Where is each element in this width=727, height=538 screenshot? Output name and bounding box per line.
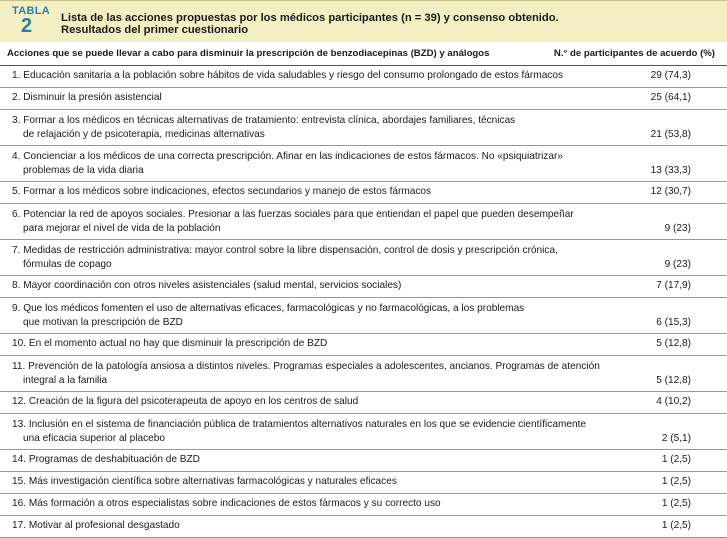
table-row <box>0 276 727 298</box>
row-text-line: 16. Más formación a otros especialistas sobre indicaciones de estos fármacos y su correcto uso <box>12 498 441 509</box>
row-action-text <box>12 114 587 142</box>
row-participants-value: 1 (2,5) <box>661 476 691 487</box>
row-participants-value: 9 (23) <box>664 223 691 234</box>
row-participants-value: 29 (74,3) <box>650 70 691 81</box>
column-headers <box>0 42 727 66</box>
row-action-text <box>12 279 587 293</box>
row-participants-value: 1 (2,5) <box>661 520 691 531</box>
row-text-line: 15. Más investigación científica sobre alternativas farmacológicas y naturales eficaces <box>12 476 397 487</box>
row-text-line: 10. En el momento actual no hay que disminuir la prescripción de BZD <box>12 338 328 349</box>
row-text-line: para mejorar el nivel de vida de la población <box>23 223 221 234</box>
row-action-text <box>12 244 587 272</box>
row-participants-value: 25 (64,1) <box>650 92 691 103</box>
row-text-line: 9. Que los médicos fomenten el uso de alternativas eficaces, farmacológicas y no farmacológicas, a los problemas <box>12 303 525 314</box>
table-row <box>0 146 727 182</box>
row-action-text <box>12 418 587 446</box>
row-participants-value: 4 (10,2) <box>656 396 691 407</box>
row-text-line: 6. Potenciar la red de apoyos sociales. Presionar a las fuerzas sociales para que entiendan el papel que pueden desempeñar <box>12 209 574 220</box>
row-action-text <box>12 475 587 489</box>
row-text-line: 2. Disminuir la presión asistencial <box>12 92 162 103</box>
row-action-text <box>12 185 587 199</box>
table-row <box>0 66 727 88</box>
row-participants-value: 7 (17,9) <box>656 280 691 291</box>
table-row <box>0 88 727 110</box>
column-header-participants: N.° de participantes de acuerdo (%) <box>553 48 715 59</box>
row-text-line: 13. Inclusión en el sistema de financiación pública de tratamientos alternativos naturales en los que se evidencie científicamente <box>12 419 586 430</box>
row-participants-value: 13 (33,3) <box>650 165 691 176</box>
row-participants-value: 2 (5,1) <box>661 433 691 444</box>
row-action-text <box>12 91 587 105</box>
row-action-text <box>12 453 587 467</box>
row-text-line: 17. Motivar al profesional desgastado <box>12 520 180 531</box>
table-row <box>0 182 727 204</box>
table-row <box>0 110 727 146</box>
row-participants-value: 5 (12,8) <box>656 375 691 386</box>
table-header <box>0 0 727 42</box>
table-row <box>0 334 727 356</box>
row-action-text <box>12 497 587 511</box>
table-row <box>0 298 727 334</box>
table-row <box>0 516 727 538</box>
row-action-text <box>12 337 587 351</box>
row-action-text <box>12 208 587 236</box>
table-row <box>0 392 727 414</box>
row-text-line: de relajación y de psicoterapia, medicinas alternativas <box>23 129 265 140</box>
table-row <box>0 414 727 450</box>
row-participants-value: 1 (2,5) <box>661 454 691 465</box>
row-action-text <box>12 302 587 330</box>
row-action-text <box>12 360 600 388</box>
row-participants-value: 21 (53,8) <box>650 129 691 140</box>
column-header-actions: Acciones que se puede llevar a cabo para disminuir la prescripción de benzodiacepinas (BZD) y análogos <box>7 48 490 59</box>
table-title-line-1: Lista de las acciones propuestas por los médicos participantes (n = 39) y consenso obtenido. <box>61 12 559 24</box>
row-action-text <box>12 150 587 178</box>
table-row <box>0 494 727 516</box>
table-number: 2 <box>21 15 33 37</box>
table-title-line-2: Resultados del primer cuestionario <box>61 24 249 36</box>
table-row <box>0 204 727 240</box>
row-text-line: 11. Prevención de la patología ansiosa a distintos niveles. Programas especiales a adolescentes, ancianos. Programas de atención <box>12 361 600 372</box>
row-participants-value: 9 (23) <box>664 259 691 270</box>
row-action-text <box>12 69 587 83</box>
row-participants-value: 5 (12,8) <box>656 338 691 349</box>
row-text-line: 14. Programas de deshabituación de BZD <box>12 454 200 465</box>
row-participants-value: 6 (15,3) <box>656 317 691 328</box>
row-text-line: 4. Concienciar a los médicos de una correcta prescripción. Afinar en las indicaciones de estos fármacos. No «psiquiatrizar» <box>12 151 563 162</box>
row-text-line: 12. Creación de la figura del psicoterapeuta de apoyo en los centros de salud <box>12 396 359 407</box>
row-text-line: problemas de la vida diaria <box>23 165 144 176</box>
row-text-line: 3. Formar a los médicos en técnicas alternativas de tratamiento: entrevista clínica, abordajes familiares, técnicas <box>12 115 516 126</box>
table-body <box>0 66 727 538</box>
row-text-line: 7. Medidas de restricción administrativa: mayor control sobre la libre dispensación, control de dosis y prescripción crónica, <box>12 245 558 256</box>
row-action-text <box>12 395 587 409</box>
row-text-line: fórmulas de copago <box>23 259 112 270</box>
row-text-line: que motivan la prescripción de BZD <box>23 317 183 328</box>
table-row <box>0 240 727 276</box>
row-text-line: 1. Educación sanitaria a la población sobre hábitos de vida saludables y riesgo del consumo prolongado de estos fármacos <box>12 70 564 81</box>
row-text-line: 8. Mayor coordinación con otros niveles asistenciales (salud mental, servicios sociales) <box>12 280 402 291</box>
table-label: TABLA <box>12 5 50 17</box>
row-text-line: 5. Formar a los médicos sobre indicaciones, efectos secundarios y manejo de estos fármacos <box>12 186 432 197</box>
row-text-line: integral a la familia <box>23 375 108 386</box>
row-participants-value: 12 (30,7) <box>650 186 691 197</box>
table-row <box>0 356 727 392</box>
table-row <box>0 472 727 494</box>
table-row <box>0 450 727 472</box>
row-participants-value: 1 (2,5) <box>661 498 691 509</box>
row-action-text <box>12 519 587 533</box>
row-text-line: una eficacia superior al placebo <box>23 433 165 444</box>
